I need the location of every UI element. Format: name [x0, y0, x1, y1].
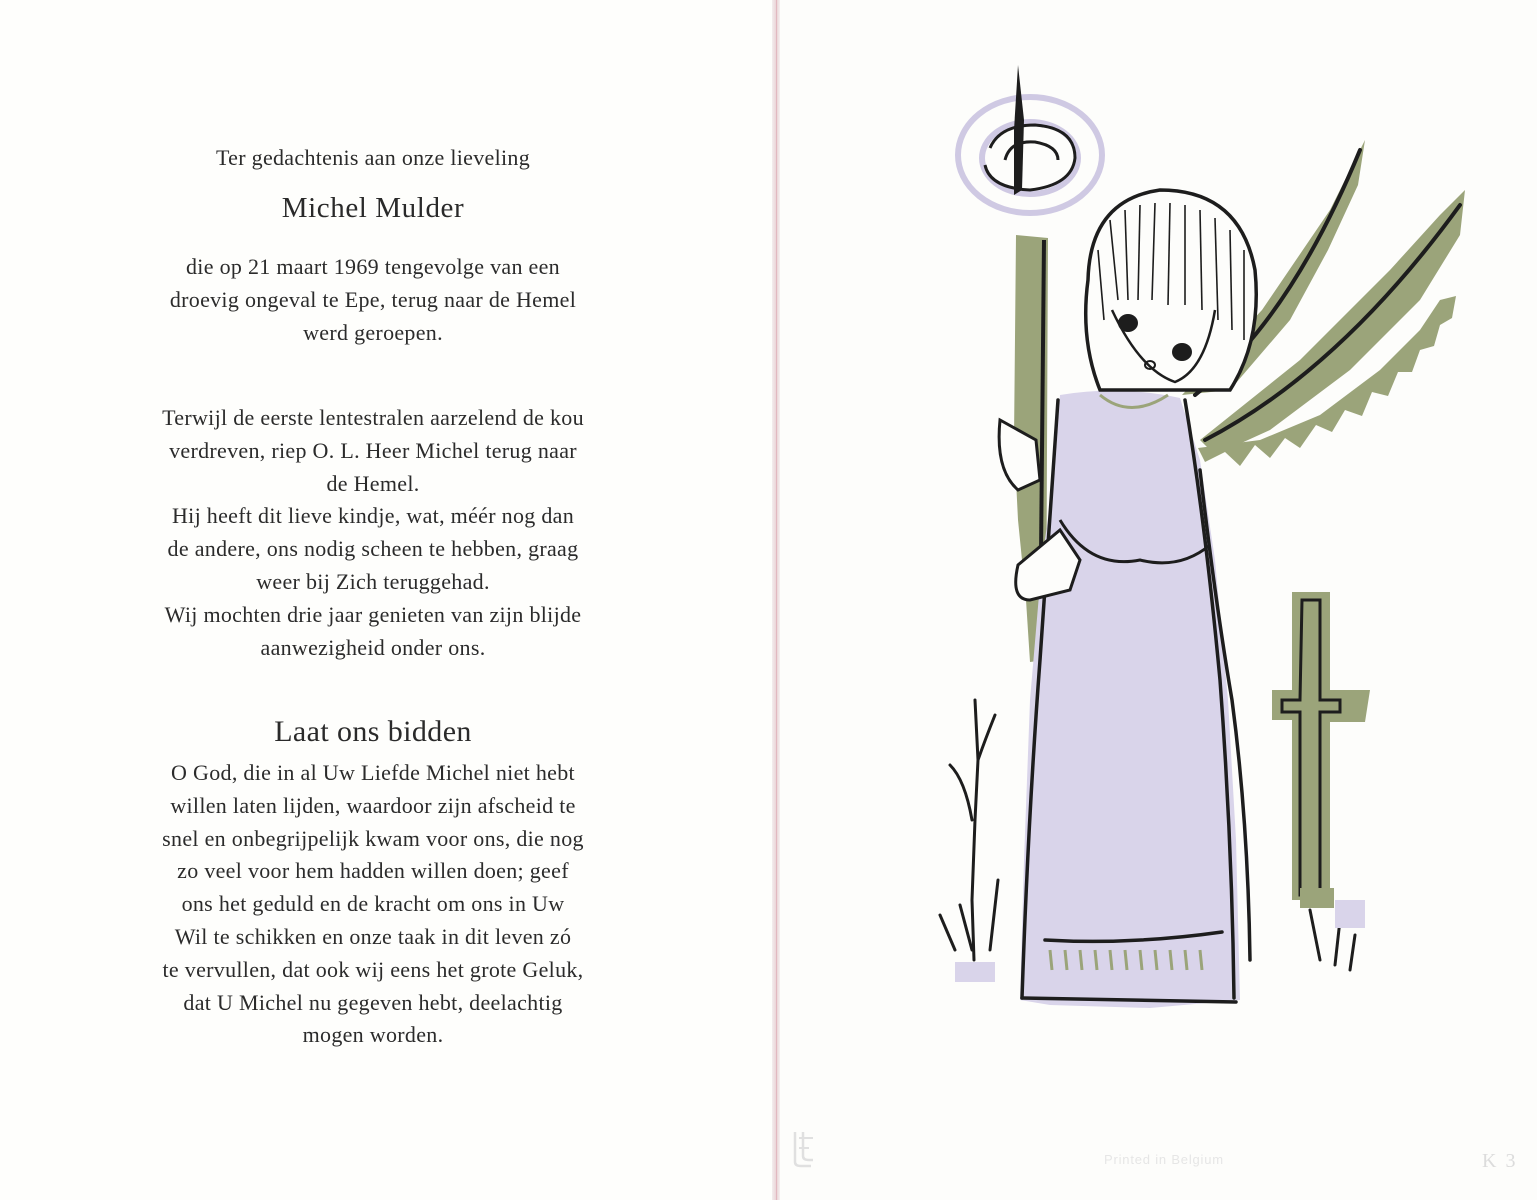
- poem-line: Wij mochten drie jaar genieten van zijn blijde: [164, 601, 582, 627]
- prayer-line: mogen worden.: [302, 1022, 444, 1048]
- poem-line: de Hemel.: [326, 470, 420, 496]
- candle-flame: [1014, 65, 1024, 195]
- card-code: K 3: [1482, 1150, 1518, 1172]
- angel-head: [1086, 190, 1257, 390]
- grave-cross: [1272, 592, 1370, 900]
- publisher-logo: [791, 1128, 817, 1170]
- deceased-name: Michel Mulder: [281, 192, 465, 224]
- poem-line: verdreven, riep O. L. Heer Michel terug naar: [169, 437, 577, 463]
- poem-line: Terwijl de eerste lentestralen aarzelend de kou: [162, 405, 584, 430]
- printed-in-belgium: Printed in Belgium: [1104, 1152, 1224, 1167]
- prayer-line: snel en onbegrijpelijk kwam voor ons, die nog: [162, 825, 584, 851]
- death-line: droevig ongeval te Epe, terug naar de Hemel: [169, 286, 577, 312]
- prayer-text: [122, 757, 624, 1052]
- prayer-line: te vervullen, dat ook wij eens het grote Geluk,: [162, 956, 584, 982]
- prayer-title: Laat ons bidden: [274, 715, 472, 748]
- prayer-line: ons het geduld en de kracht om ons in Uw: [181, 891, 565, 917]
- death-notice: [122, 251, 624, 349]
- candle-halo: [958, 97, 1102, 213]
- prayer-line: Wil te schikken en onze taak in dit leven zó: [174, 923, 572, 949]
- prayer-line: O God, die in al Uw Liefde Michel niet hebt: [171, 760, 575, 785]
- death-line: werd geroepen.: [303, 319, 443, 345]
- poem-line: de andere, ons nodig scheen te hebben, graag: [167, 536, 579, 562]
- poem-line: aanwezigheid onder ons.: [260, 634, 486, 660]
- dedication-intro: Ter gedachtenis aan onze lieveling: [215, 145, 531, 170]
- candle-halo-ink: [985, 125, 1075, 190]
- ground-patch-olive: [1300, 888, 1334, 908]
- angel-illustration: [930, 55, 1470, 1035]
- poem-line: Hij heeft dit lieve kindje, wat, méér nog dan: [171, 503, 575, 529]
- poem-line: weer bij Zich teruggehad.: [256, 568, 490, 594]
- prayer-line: zo veel voor hem hadden willen doen; geef: [177, 858, 569, 884]
- remembrance-text: [122, 402, 624, 664]
- prayer-line: willen laten lijden, waardoor zijn afscheid te: [170, 792, 576, 818]
- death-line: die op 21 maart 1969 tengevolge van een: [186, 254, 560, 279]
- prayer-line: dat U Michel nu gegeven hebt, deelachtig: [183, 989, 563, 1015]
- fold-line: [776, 0, 777, 1200]
